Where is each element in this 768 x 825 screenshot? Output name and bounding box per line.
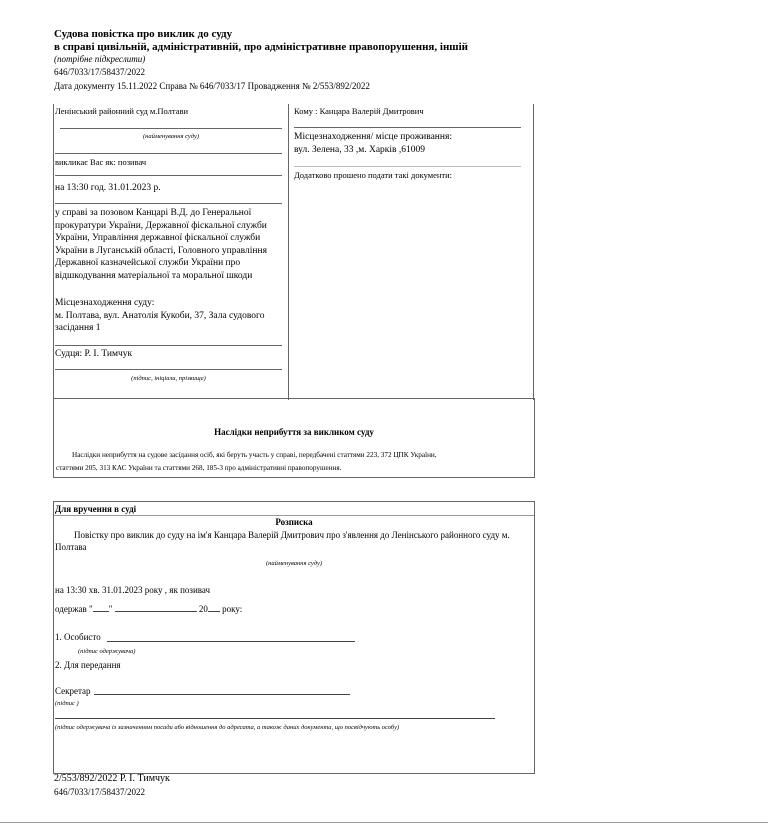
secretary-sign-caption: (підпис ) [55,700,79,707]
divider [55,345,282,346]
footer-line-1: 2/553/892/2022 Р. І. Тимчук [54,773,170,784]
footer-line-2: 646/7033/17/58437/2022 [54,787,146,797]
divider [294,166,521,167]
personal-label: 1. Особисто [55,632,101,642]
case-desc-line: України в Луганській області, Головного управління [55,245,267,256]
receipt-time: на 13:30 хв. 31.01.2023 року , як позивач [55,585,211,595]
case-description [55,207,267,283]
frame-left-border [53,104,54,400]
summons-text: викликає Вас як: позивач [55,157,147,167]
recipient-sign-caption: (підпис одержувача) [78,648,136,655]
consequences-box [53,398,535,478]
year-field[interactable] [208,603,220,612]
court-caption: (найменування суду) [142,133,200,140]
secretary-sign-line[interactable] [94,694,350,695]
location-line: м. Полтава, вул. Анатолія Кукоби, 37, Зала судового [55,310,265,321]
divider [55,153,282,154]
receipt-box [53,501,535,774]
extra-docs-label: Додатково прошено подати такі документи: [294,170,453,180]
frame-right-border [533,104,534,400]
location-line: засідання 1 [55,323,101,334]
divider [55,175,282,176]
column-divider [288,104,289,400]
location-label: Місцезнаходження суду: [55,298,155,308]
month-field[interactable] [115,603,197,612]
received-prefix: одержав " [55,604,93,614]
case-desc-line: Державної казначейської служби України про [55,258,241,269]
receipt-court-caption: (найменування суду) [265,560,323,567]
recipient-note-caption: (підпис одержувача із зазначенням посади або відношення до адресата, а також даних документа, що посвідчують особу) [55,724,400,731]
day-field[interactable] [93,603,109,612]
divider [55,203,282,204]
consequences-line-2: статтями 205, 313 КАС України та статтями 268, 185-3 про адміністративні правопорушення. [56,464,342,472]
receipt-text-2: Полтава [55,542,87,552]
recipient-note-line[interactable] [55,718,495,719]
received-mid: " [108,604,113,614]
recipient-underline [294,127,521,128]
hearing-time: на 13:30 год. 31.01.2023 р. [55,183,161,193]
receipt-title: Розписка [275,517,313,527]
page-bottom-rule [0,822,768,823]
court-location [55,297,264,335]
judge-name: Судця: Р. І. Тимчук [55,349,133,359]
case-desc-line: України, Управління державної фіскальної служби [55,233,261,244]
title-line-2: в справі цивільній, адміністративній, про адміністративне правопорушення, іншій [54,41,468,53]
recipient-name: Кому : Канцара Валерій Дмитрович [294,106,424,116]
case-desc-line: у справі за позовом Канцарі В.Д. до Генеральної [55,208,252,218]
title-line-1: Судова повістка про виклик до суду [54,28,233,40]
received-year: 20 [198,604,208,614]
doc-info: Дата документу 15.11.2022 Справа № 646/7033/17 Провадження № 2/553/892/2022 [54,81,370,91]
residence-label: Місцезнаходження/ місце проживання: [294,132,452,142]
judge-underline [55,369,282,370]
received-line [55,603,242,614]
received-suffix: року: [222,604,243,614]
case-number: 646/7033/17/58437/2022 [54,67,146,77]
court-underline [60,128,282,129]
receipt-label: Для вручення в суді [55,504,137,514]
consequences-title: Наслідки неприбуття за викликом суду [214,427,374,437]
personal-sign-line[interactable] [107,641,355,642]
judge-caption: (підпис, ініціали, прізвище) [131,375,206,382]
underline-note: (потрібне підкреслити) [54,54,146,64]
residence-address: вул. Зелена, 33 ,м. Харків ,61009 [294,145,426,155]
divider [54,515,534,516]
secretary-label: Секретар [55,686,91,696]
court-name: Ленінський районний суд м.Полтави [55,106,189,116]
transfer-label: 2. Для передання [55,660,121,670]
receipt-text-1: Повістку про виклик до суду на ім'я Канцара Валерій Дмитрович про з'явлення до Ленінського районного суду м. [74,530,510,540]
case-desc-line: відшкодування матеріальної та моральної шкоди [55,270,253,281]
consequences-line-1: Наслідки неприбуття на судове засідання осіб, які беруть участь у справі, передбачені статтями 223, 372 ЦПК України, [72,451,437,459]
case-desc-line: прокуратури України, Державної фіскальної служби [55,220,267,231]
